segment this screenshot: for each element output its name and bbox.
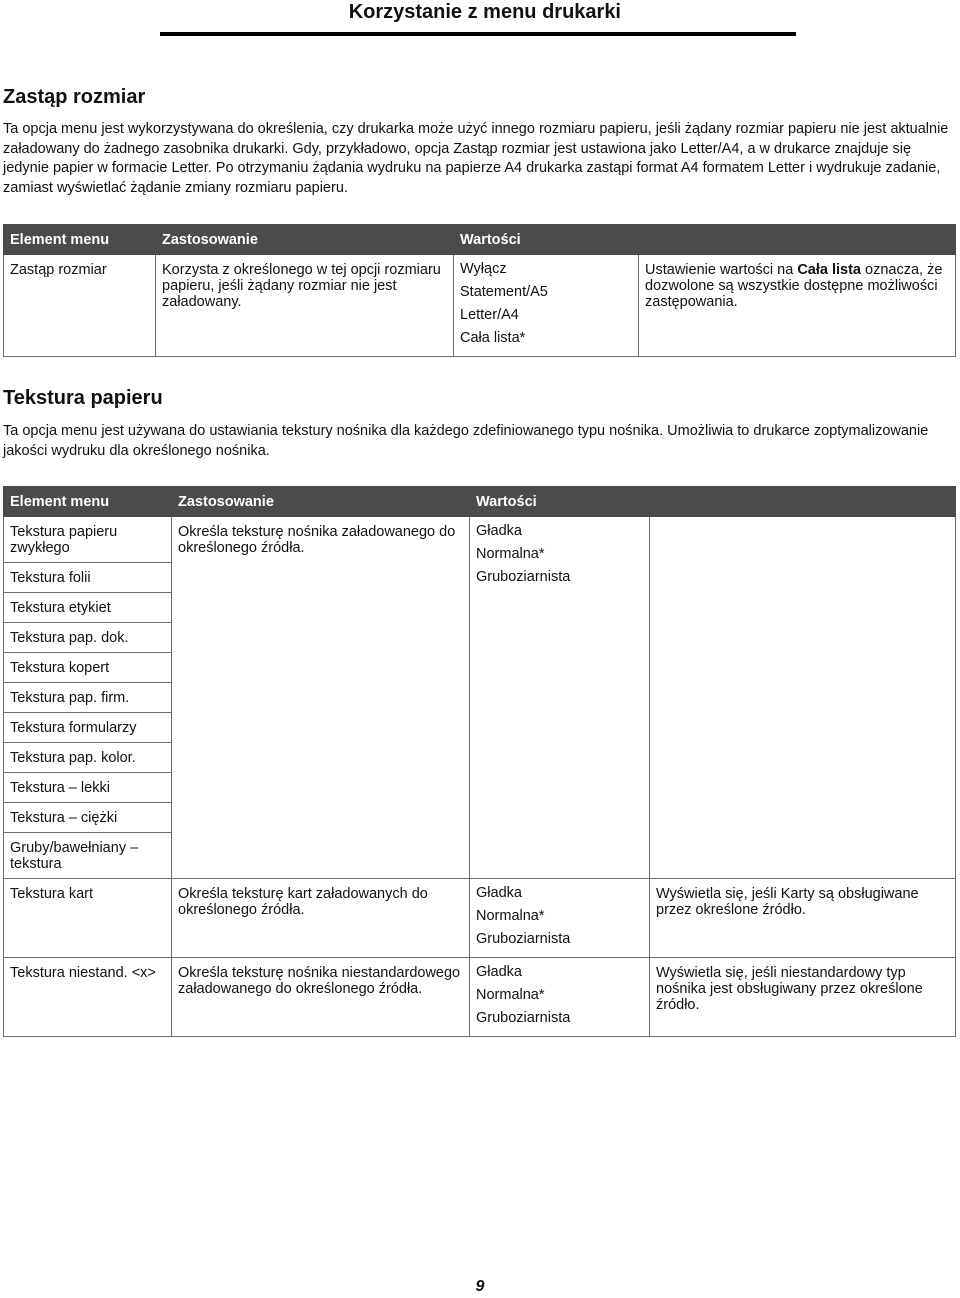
note-text: oznacza, że dozwolone są wszystkie dostępne możliwości zastępowania. <box>645 262 943 310</box>
section-paragraph-tekstura-papieru: Ta opcja menu jest używana do ustawiania tekstury nośnika dla każdego zdefiniowanego typu nośnika. Umożliwia to drukarce zoptymalizowanie jakości wydruku dla określonego nośnika. <box>3 423 929 459</box>
note-bold-text: Cała lista <box>797 262 861 278</box>
running-header-title: Korzystanie z menu drukarki <box>348 1 621 23</box>
header-zastosowanie: Zastosowanie <box>156 225 454 255</box>
value-item: Normalna* <box>476 546 545 562</box>
cell-values <box>470 958 650 1037</box>
table-header-row <box>4 487 956 517</box>
cell-note <box>650 517 956 879</box>
cell-item: Tekstura kart <box>4 879 172 958</box>
cell-values <box>470 879 650 958</box>
cell-note: Wyświetla się, jeśli niestandardowy typ nośnika jest obsługiwany przez określone źródło. <box>650 958 956 1037</box>
cell-item: Tekstura folii <box>4 563 172 593</box>
table-zastap-rozmiar <box>3 224 956 357</box>
cell-item: Tekstura pap. dok. <box>4 623 172 653</box>
value-item: Gruboziarnista <box>476 1010 571 1026</box>
cell-item: Tekstura formularzy <box>4 713 172 743</box>
cell-item: Tekstura pap. kolor. <box>4 743 172 773</box>
table-row <box>4 879 956 958</box>
header-wartosci: Wartości <box>470 487 956 517</box>
value-item: Cała lista* <box>460 330 526 346</box>
cell-item: Zastąp rozmiar <box>4 255 156 357</box>
cell-item: Tekstura kopert <box>4 653 172 683</box>
cell-item: Tekstura pap. firm. <box>4 683 172 713</box>
value-item: Letter/A4 <box>460 307 519 323</box>
table-row <box>4 958 956 1037</box>
value-item: Gruboziarnista <box>476 931 571 947</box>
value-item: Gładka <box>476 523 522 539</box>
value-item: Gładka <box>476 964 522 980</box>
page-number: 9 <box>475 1278 485 1295</box>
cell-item: Tekstura – lekki <box>4 773 172 803</box>
value-item: Statement/A5 <box>460 284 548 300</box>
cell-note <box>639 255 956 357</box>
cell-use: Określa teksturę nośnika niestandardowego załadowanego do określonego źródła. <box>172 958 470 1037</box>
value-item: Normalna* <box>476 908 545 924</box>
value-item: Gruboziarnista <box>476 569 571 585</box>
cell-item: Gruby/bawełniany – tekstura <box>4 833 172 879</box>
cell-use: Korzysta z określonego w tej opcji rozmiaru papieru, jeśli żądany rozmiar nie jest załadowany. <box>156 255 454 357</box>
note-text: Ustawienie wartości na <box>645 262 798 278</box>
header-element-menu: Element menu <box>4 225 156 255</box>
value-item: Wyłącz <box>460 261 507 277</box>
cell-use: Określa teksturę nośnika załadowanego do określonego źródła. <box>172 517 470 879</box>
table-tekstura-papieru <box>3 486 956 1037</box>
cell-use: Określa teksturę kart załadowanych do określonego źródła. <box>172 879 470 958</box>
section-title-tekstura-papieru: Tekstura papieru <box>3 387 163 409</box>
header-element-menu: Element menu <box>4 487 172 517</box>
running-header <box>160 0 796 36</box>
table-header-row <box>4 225 956 255</box>
value-item: Normalna* <box>476 987 545 1003</box>
cell-item: Tekstura papieru zwykłego <box>4 517 172 563</box>
cell-note: Wyświetla się, jeśli Karty są obsługiwane przez określone źródło. <box>650 879 956 958</box>
header-wartosci: Wartości <box>454 225 956 255</box>
section-title-zastap-rozmiar: Zastąp rozmiar <box>3 86 146 108</box>
header-zastosowanie: Zastosowanie <box>172 487 470 517</box>
value-item: Gładka <box>476 885 522 901</box>
section-paragraph-zastap-rozmiar: Ta opcja menu jest wykorzystywana do określenia, czy drukarka może użyć innego rozmiaru papieru, jeśli żądany rozmiar papieru nie jest aktualnie załadowany do żadnego zasobnika drukarki. Gdy, przykładowo, opcja Zastąp rozmiar jest ustawiona jako Letter/A4, a w drukarce znajduje się jedynie papier w formacie Letter. Po otrzymaniu żądania wydruku na papierze A4 drukarka zastąpi format A4 formatem Letter i wydrukuje zadanie, zamiast wyświetlać żądanie zmiany rozmiaru papieru. <box>3 121 949 196</box>
cell-values <box>454 255 639 357</box>
cell-values <box>470 517 650 879</box>
cell-item: Tekstura – ciężki <box>4 803 172 833</box>
cell-item: Tekstura etykiet <box>4 593 172 623</box>
table-row <box>4 517 956 563</box>
table-row <box>4 255 956 357</box>
cell-item: Tekstura niestand. <x> <box>4 958 172 1037</box>
